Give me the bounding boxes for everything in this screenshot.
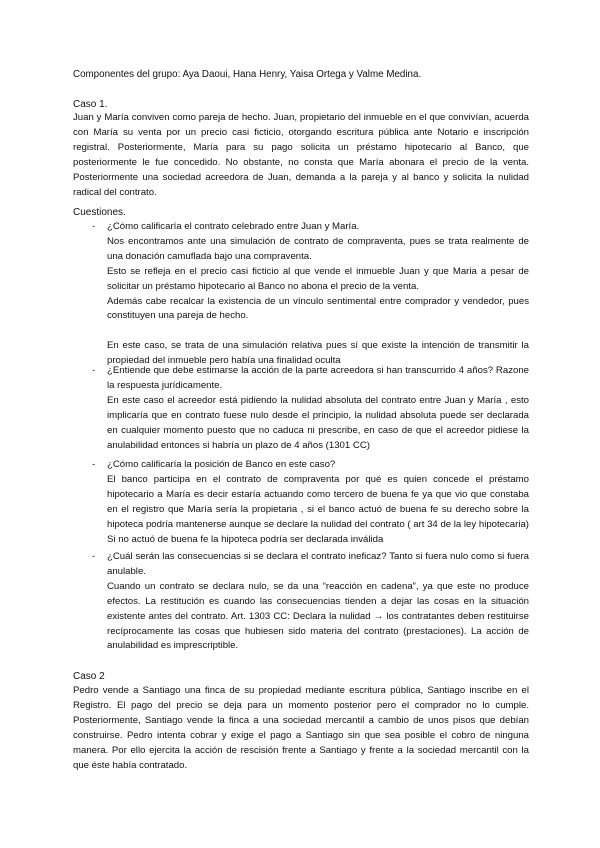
answer-paragraph: Además cabe recalcar la existencia de un vínculo sentimental entre comprador y vendedor, pues constituyen una pareja de hecho. (107, 295, 529, 322)
answer-paragraph: Nos encontramos ante una simulación de contrato de compraventa, pues se trata realmente de una donación camuflada bajo una compraventa. (107, 235, 529, 262)
question-item (73, 458, 529, 547)
question-text: ¿Cómo calificaría la posición de Banco en este caso? (107, 459, 336, 470)
answer-paragraph: En este caso el acreedor está pidiendo la nulidad absoluta del contrato entre Juan y María , esto implicaría que en contrato fuese nulo desde el principio, la nulidad absoluta puede ser declarada en cualquier momento puesto que no caduca ni prescribe, en caso de que el acreedor pidiese la anulabilidad entonces si habría un plazo de 4 años (1301 CC) (107, 394, 529, 451)
bullet-dash: - (92, 365, 96, 376)
case-1-statement: Juan y María conviven como pareja de hecho. Juan, propietario del inmueble en el que convivían, acuerda con María su venta por un precio casi ficticio, otorgando escritura pública ante Notario e inscripción registral. Posteriormente, María para su pago solicita un préstamo hipotecario al Banco, que posteriormente le fue concedido. No obstante, no consta que María abonara el precio de la venta. Posteriormente una sociedad acreedora de Juan, demanda a la pareja y al banco y solicita la nulidad radical del contrato. (73, 112, 529, 198)
bullet-dash: - (92, 551, 96, 562)
question-item (73, 220, 529, 369)
case-2-heading: Caso 2 (73, 671, 105, 682)
question-text: ¿Entiende que debe estimarse la acción de la parte acreedora si han transcurrido 4 años? Razone la respuesta jurídicamente. (107, 365, 529, 391)
answer-paragraph: En este caso, se trata de una simulación relativa pues sí que existe la intención de transmitir la propiedad del inmueble pero había una finalidad oculta (107, 340, 529, 367)
answer-paragraph: Cuando un contrato se declara nulo, se da una “reacción en cadena”, ya que este no produce efectos. La restitución es cuando las consecuencias tienden a dejar las cosas en la situación existente antes del contrato. Art. 1303 CC: Declara la nulidad → los contratantes deben restituirse recíprocamente las cosas que hubiesen sido materia del contrato (prestaciones). La acción de anulabilidad es imprescriptible. (107, 580, 529, 652)
bullet-dash: - (92, 221, 96, 232)
answer-paragraph: Esto se refleja en el precio casi ficticio al que vende el inmueble Juan y que Maria a pesar de solicitar un préstamo hipotecario al Banco no abona el precio de la venta. (107, 265, 529, 292)
bullet-dash: - (92, 459, 96, 470)
question-text: ¿Cómo calificaría el contrato celebrado entre Juan y María. (107, 221, 360, 232)
case-1-heading: Caso 1. (73, 99, 108, 110)
question-item (73, 550, 529, 654)
question-item (73, 364, 529, 453)
question-text: ¿Cuál serán las consecuencias si se declara el contrato ineficaz? Tanto si fuera nulo como si fuera anulable. (107, 551, 529, 577)
questions-heading: Cuestiones. (73, 207, 126, 218)
case-2-statement: Pedro vende a Santiago una finca de su propiedad mediante escritura pública, Santiago inscribe en el Registro. El pago del precio se deja para un momento posterior pero el comprador no lo cumple. Posteriormente, Santiago vende la finca a una sociedad mercantil a cambio de unos pisos que debían construirse. Pedro intenta cobrar y exige el pago a Santiago sin que sea posible el cobro de ninguna manera. Por ello ejercita la acción de rescisión frente a Santiago y frente a la sociedad mercantil con la que éste había contratado. (73, 685, 529, 771)
answer-paragraph: El banco participa en el contrato de compraventa por qué es quien concede el préstamo hipotecario a María es decir estaría actuando como tercero de buena fe ya que vio que constaba en el registro que María sería la propietaria , si el banco actuó de buena fe su derecho sobre la hipoteca podría mantenerse aunque se declare la nulidad del contrato ( art 34 de la ley hipotecaria) Si no actuó de buena fe la hipoteca podría ser declarada inválida (107, 473, 529, 545)
group-members-line: Componentes del grupo: Aya Daoui, Hana Henry, Yaisa Ortega y Valme Medina. (73, 69, 422, 80)
